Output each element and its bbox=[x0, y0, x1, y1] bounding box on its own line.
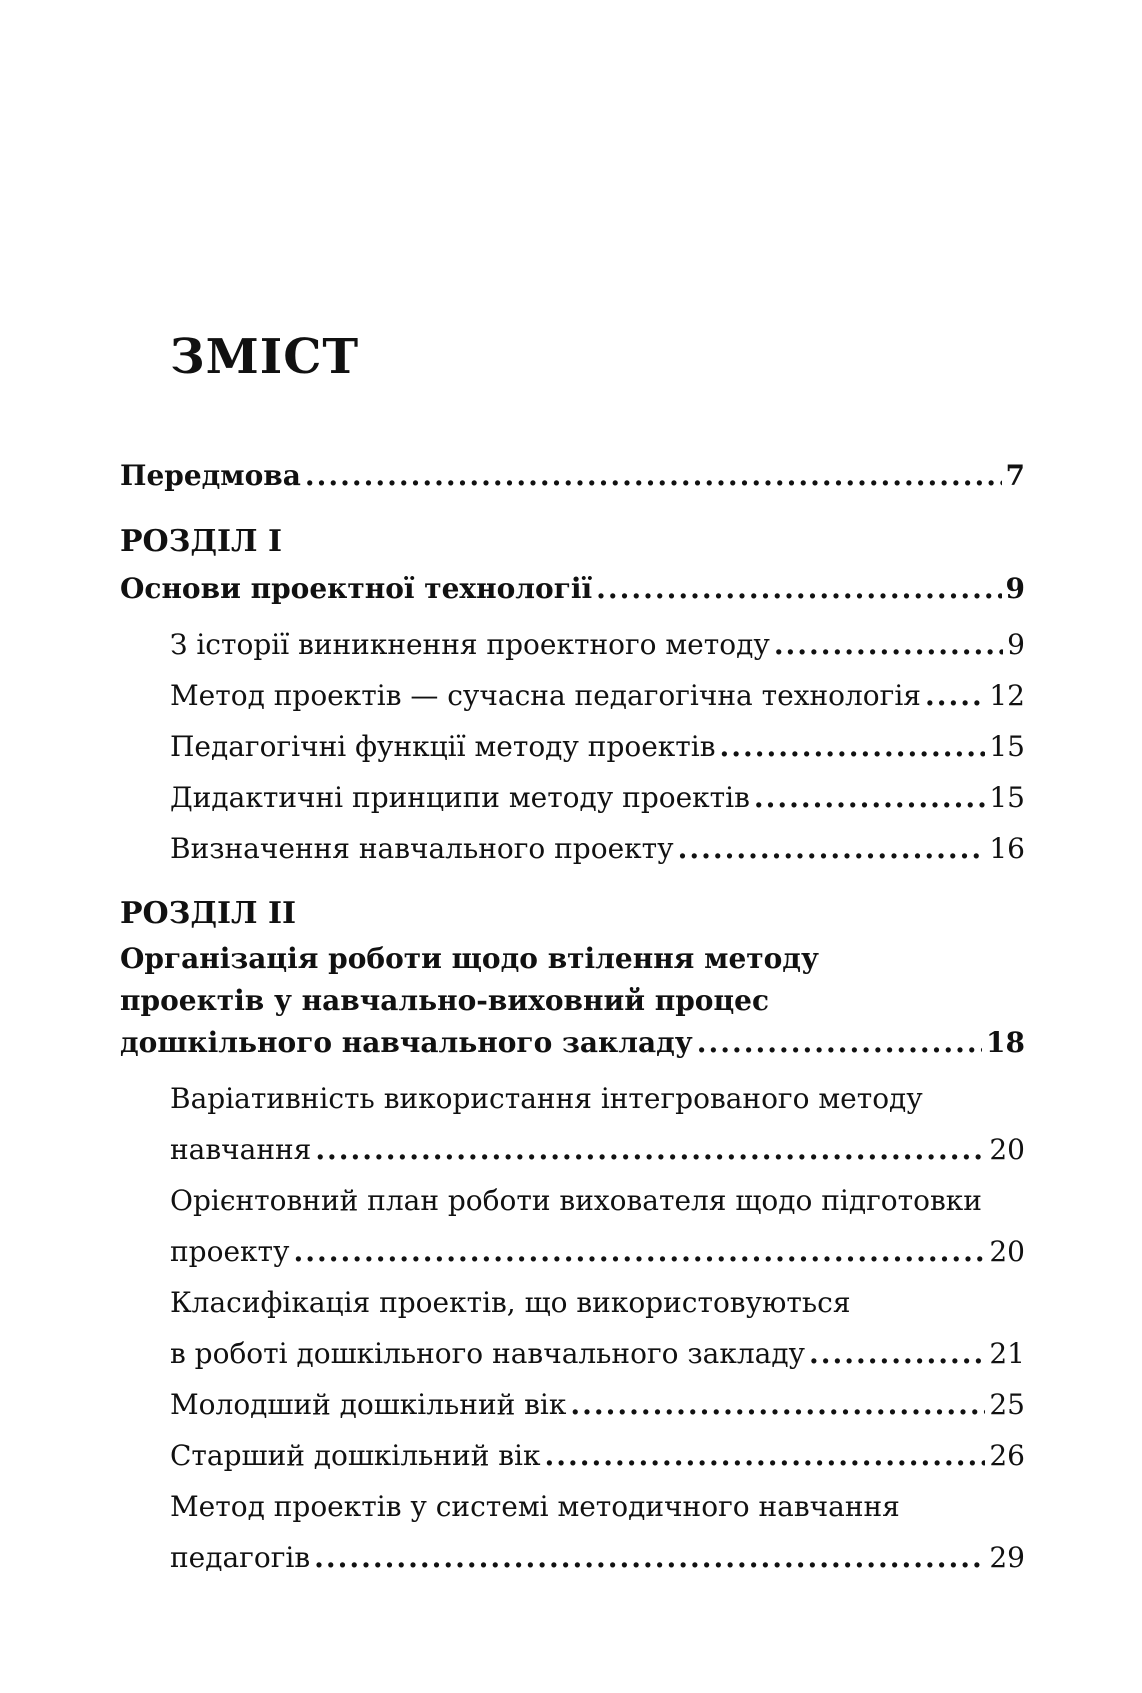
dot-leader bbox=[545, 1442, 986, 1472]
toc-entry-label: Старший дошкільний вік bbox=[170, 1439, 541, 1472]
toc-entry[interactable] bbox=[170, 832, 1025, 865]
toc-entry-label: навчання bbox=[170, 1133, 312, 1166]
toc-page-number: 20 bbox=[989, 1133, 1025, 1166]
toc-entry[interactable] bbox=[170, 730, 1025, 763]
dot-leader bbox=[754, 784, 985, 814]
toc-entry-section-1-title[interactable] bbox=[120, 572, 1025, 605]
toc-page-number: 20 bbox=[989, 1235, 1025, 1268]
toc-entry-section-2-title[interactable] bbox=[120, 1026, 1025, 1059]
toc-page-number: 16 bbox=[989, 832, 1025, 865]
dot-leader bbox=[570, 1391, 985, 1421]
toc-page-number: 9 bbox=[1005, 572, 1025, 605]
toc-entry-first-line: Варіативність використання інтегрованого методу bbox=[170, 1082, 923, 1115]
toc-entry-label: Метод проектів — сучасна педагогічна технологія bbox=[170, 679, 921, 712]
page-title: ЗМІСТ bbox=[170, 329, 360, 385]
dot-leader bbox=[678, 835, 986, 865]
toc-page-number: 18 bbox=[986, 1026, 1025, 1059]
toc-entry-label: Дидактичні принципи методу проектів bbox=[170, 781, 750, 814]
section-heading-2: РОЗДІЛ ІІ bbox=[120, 896, 297, 931]
section-heading-1: РОЗДІЛ І bbox=[120, 524, 283, 559]
toc-page-number: 26 bbox=[989, 1439, 1025, 1472]
dot-leader bbox=[697, 1029, 982, 1059]
toc-entry-label: Молодший дошкільний вік bbox=[170, 1388, 567, 1421]
toc-entry-first-line: Класифікація проектів, що використовуються bbox=[170, 1286, 851, 1319]
toc-entry-first-line: Метод проектів у системі методичного навчання bbox=[170, 1490, 900, 1523]
toc-entry[interactable] bbox=[170, 679, 1025, 712]
toc-entry[interactable] bbox=[170, 1388, 1025, 1421]
toc-entry-label: З історії виникнення проектного методу bbox=[170, 628, 770, 661]
toc-entry-label: Основи проектної технології bbox=[120, 572, 593, 605]
toc-entry[interactable] bbox=[170, 1235, 1025, 1268]
dot-leader bbox=[596, 575, 1001, 605]
dot-leader bbox=[809, 1340, 985, 1370]
dot-leader bbox=[774, 631, 1003, 661]
toc-page-number: 15 bbox=[989, 730, 1025, 763]
toc-entry-first-line: Орієнтовний план роботи вихователя щодо підготовки bbox=[170, 1184, 982, 1217]
toc-entry-label: в роботі дошкільного навчального закладу bbox=[170, 1337, 806, 1370]
toc-page-number: 25 bbox=[989, 1388, 1025, 1421]
section-2-title-line: проектів у навчально-виховний процес bbox=[120, 984, 770, 1017]
section-2-title-line: Організація роботи щодо втілення методу bbox=[120, 942, 819, 975]
toc-page-number: 29 bbox=[989, 1541, 1025, 1574]
toc-entry-preface[interactable] bbox=[120, 459, 1025, 492]
dot-leader bbox=[305, 462, 1002, 492]
dot-leader bbox=[925, 682, 985, 712]
toc-entry[interactable] bbox=[170, 1337, 1025, 1370]
toc-entry[interactable] bbox=[170, 1541, 1025, 1574]
dot-leader bbox=[293, 1238, 985, 1268]
dot-leader bbox=[315, 1136, 985, 1166]
toc-entry-label: педагогів bbox=[170, 1541, 311, 1574]
toc-page-number: 21 bbox=[989, 1337, 1025, 1370]
toc-entry[interactable] bbox=[170, 1439, 1025, 1472]
toc-entry-label: Визначення навчального проекту bbox=[170, 832, 674, 865]
toc-entry-label: проекту bbox=[170, 1235, 290, 1268]
toc-entry[interactable] bbox=[170, 1133, 1025, 1166]
toc-page-number: 9 bbox=[1007, 628, 1025, 661]
toc-entry[interactable] bbox=[170, 628, 1025, 661]
toc-entry-label: дошкільного навчального закладу bbox=[120, 1026, 693, 1059]
toc-entry-label: Передмова bbox=[120, 459, 301, 492]
dot-leader bbox=[720, 733, 986, 763]
toc-page-number: 7 bbox=[1005, 459, 1025, 492]
toc-page-number: 12 bbox=[989, 679, 1025, 712]
toc-entry-label: Педагогічні функції методу проектів bbox=[170, 730, 716, 763]
dot-leader bbox=[314, 1544, 985, 1574]
toc-entry[interactable] bbox=[170, 781, 1025, 814]
toc-page-number: 15 bbox=[989, 781, 1025, 814]
